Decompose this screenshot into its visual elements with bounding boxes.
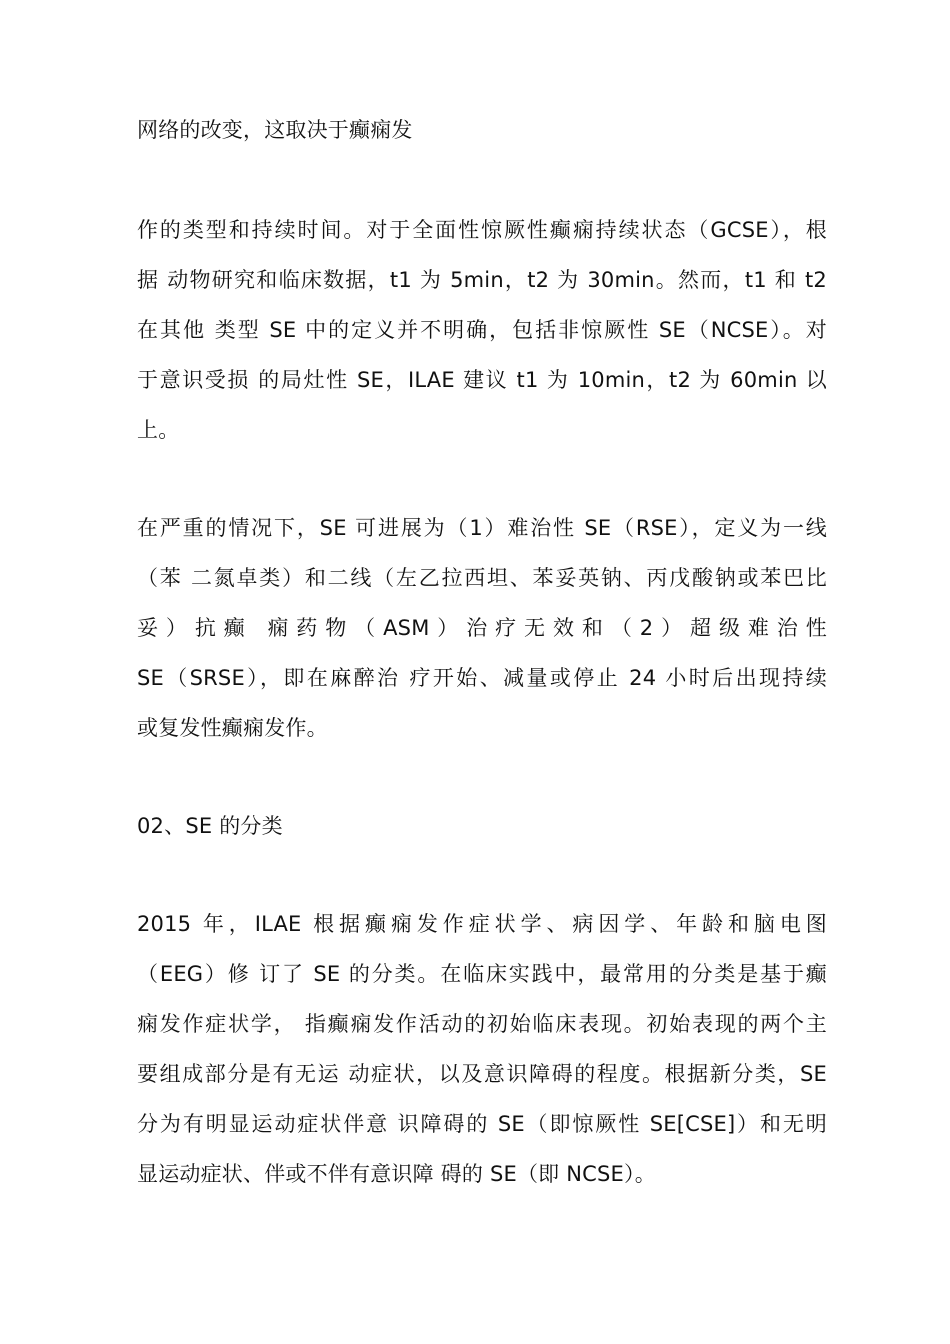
paragraph-line: 或复发性癫痫发作。 — [137, 716, 328, 740]
paragraph-line: 痫发作症状学， 指癫痫发作活动的初始临床表现。初始表现的两个主 — [137, 1012, 827, 1036]
paragraph-line: 网络的改变，这取决于癫痫发 — [137, 118, 413, 142]
paragraph-2 — [137, 205, 827, 455]
paragraph-line: 据 动物研究和临床数据，t1 为 5min，t2 为 30min。然而，t1 和 t2 — [137, 268, 827, 292]
paragraph-line: 作的类型和持续时间。对于全面性惊厥性癫痫持续状态（GCSE），根 — [137, 218, 827, 242]
section-heading — [137, 801, 827, 851]
paragraph-3 — [137, 503, 827, 753]
paragraph-4 — [137, 899, 827, 1199]
paragraph-line: 2015 年，ILAE 根据癫痫发作症状学、病因学、年龄和脑电图 — [137, 912, 827, 936]
paragraph-1 — [137, 105, 827, 155]
paragraph-line: 显运动症状、伴或不伴有意识障 碍的 SE（即 NCSE）。 — [137, 1162, 656, 1186]
paragraph-line: （EEG）修 订了 SE 的分类。在临床实践中，最常用的分类是基于癫 — [137, 962, 827, 986]
paragraph-line: 要组成部分是有无运 动症状，以及意识障碍的程度。根据新分类，SE — [137, 1062, 827, 1086]
paragraph-line: 在其他 类型 SE 中的定义并不明确，包括非惊厥性 SE（NCSE）。对 — [137, 318, 827, 342]
paragraph-line: SE（SRSE），即在麻醉治 疗开始、减量或停止 24 小时后出现持续 — [137, 666, 827, 690]
paragraph-line: 在严重的情况下，SE 可进展为（1）难治性 SE（RSE），定义为一线 — [137, 516, 827, 540]
paragraph-line: 上。 — [137, 418, 180, 442]
paragraph-line: （苯 二氮卓类）和二线（左乙拉西坦、苯妥英钠、丙戊酸钠或苯巴比 — [137, 566, 827, 590]
paragraph-line: 于意识受损 的局灶性 SE，ILAE 建议 t1 为 10min，t2 为 60min 以 — [137, 368, 827, 392]
section-heading-text: 02、SE 的分类 — [137, 814, 283, 838]
paragraph-line: 妥）抗癫 痫药物（ASM）治疗无效和（2）超级难治性 — [137, 616, 827, 640]
paragraph-line: 分为有明显运动症状伴意 识障碍的 SE（即惊厥性 SE[CSE]）和无明 — [137, 1112, 827, 1136]
